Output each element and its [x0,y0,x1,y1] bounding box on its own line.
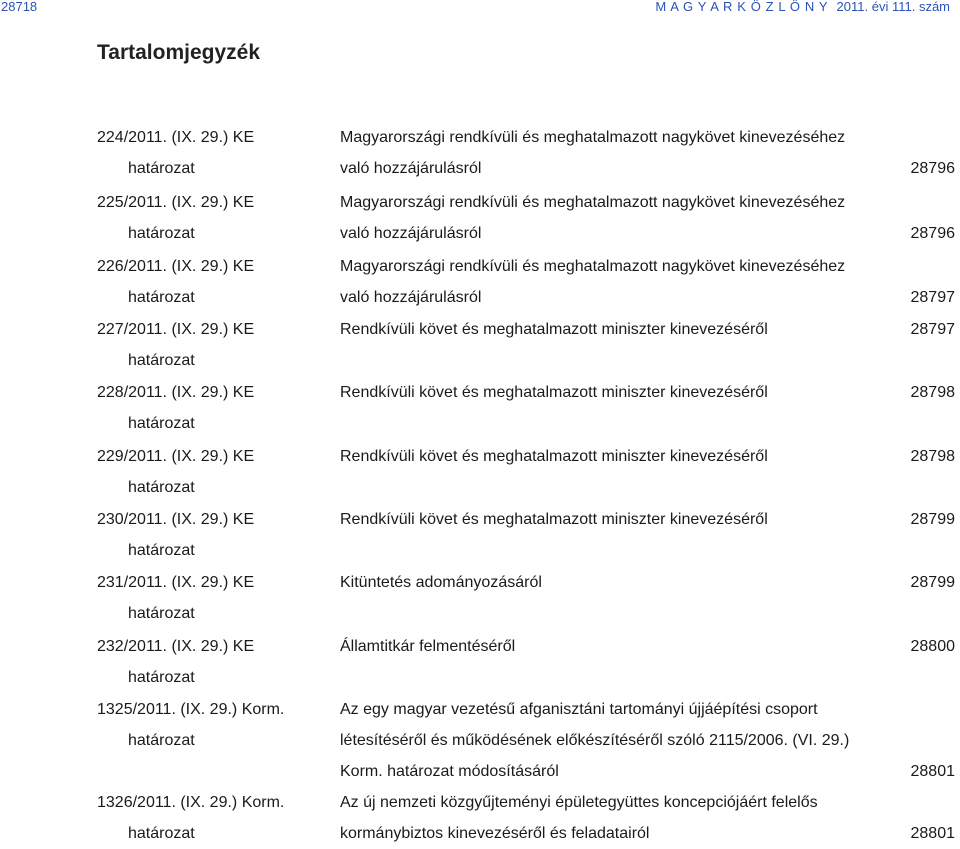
reference-number: 231/2011. (IX. 29.) KE [97,574,255,591]
toc-entry-reference [97,187,327,249]
toc-entry-reference [97,631,327,693]
toc-entry-reference [97,441,327,503]
toc-entry-page-number: 28799 [910,574,955,591]
toc-entry-reference [97,787,327,849]
title-line: való hozzájárulásról [340,289,482,306]
title-line: Rendkívüli követ és meghatalmazott miniszter kinevezéséről [340,448,768,465]
journal-name: M A G Y A R K Ö Z L Ö N Y [655,0,829,14]
toc-entry-page-number: 28796 [910,160,955,177]
toc-entry-reference [97,567,327,629]
title-line: Az új nemzeti közgyűjteményi épületegyüttes koncepciójáért felelős [340,794,818,811]
reference-number: 227/2011. (IX. 29.) KE [97,321,255,338]
toc-entry-reference [97,377,327,439]
reference-number: 1326/2011. (IX. 29.) Korm. [97,794,285,811]
title-line: Magyarországi rendkívüli és meghatalmazott nagykövet kinevezéséhez [340,258,846,275]
reference-type: határozat [128,160,195,177]
toc-entry-title [340,567,885,598]
reference-type: határozat [128,479,195,496]
toc-entry-title [340,441,885,472]
title-line: Magyarországi rendkívüli és meghatalmazott nagykövet kinevezéséhez [340,129,846,146]
toc-entry-page-number: 28796 [910,225,955,242]
reference-number: 229/2011. (IX. 29.) KE [97,448,255,465]
reference-number: 228/2011. (IX. 29.) KE [97,384,255,401]
reference-type: határozat [128,825,195,842]
toc-entry-page-number: 28797 [910,321,955,338]
toc-entry-title [340,787,885,849]
toc-entry-page-number: 28800 [910,638,955,655]
reference-type: határozat [128,732,195,749]
toc-entry-reference [97,122,327,184]
toc-entry-page-number: 28798 [910,384,955,401]
toc-entry-title [340,377,885,408]
toc-entry-title [340,631,885,662]
title-line: való hozzájárulásról [340,225,482,242]
reference-type: határozat [128,542,195,559]
reference-type: határozat [128,415,195,432]
toc-entry-title [340,187,885,249]
toc-entry-reference [97,251,327,313]
toc-entry-title [340,251,885,313]
toc-entry-reference [97,314,327,376]
title-line: Rendkívüli követ és meghatalmazott miniszter kinevezéséről [340,511,768,528]
reference-number: 1325/2011. (IX. 29.) Korm. [97,701,285,718]
page-number: 28718 [1,0,38,14]
reference-number: 226/2011. (IX. 29.) KE [97,258,255,275]
reference-type: határozat [128,605,195,622]
title-line: Magyarországi rendkívüli és meghatalmazott nagykövet kinevezéséhez [340,194,846,211]
reference-number: 232/2011. (IX. 29.) KE [97,638,255,655]
reference-type: határozat [128,289,195,306]
toc-entry-title [340,504,885,535]
title-line: Az egy magyar vezetésű afganisztáni tartományi újjáépítési csoport [340,701,818,718]
reference-number: 230/2011. (IX. 29.) KE [97,511,255,528]
title-line: Korm. határozat módosításáról [340,763,559,780]
toc-entry-page-number: 28801 [910,825,955,842]
section-title: Tartalomjegyzék [97,41,261,64]
reference-type: határozat [128,225,195,242]
toc-entry-reference [97,504,327,566]
reference-type: határozat [128,669,195,686]
title-line: Államtitkár felmentéséről [340,638,516,655]
reference-number: 225/2011. (IX. 29.) KE [97,194,255,211]
toc-entry-title [340,694,885,787]
toc-entry-page-number: 28797 [910,289,955,306]
toc-entry-page-number: 28801 [910,763,955,780]
toc-entry-title [340,122,885,184]
issue-label: 2011. évi 111. szám [836,0,950,14]
toc-entry-title [340,314,885,345]
title-line: Rendkívüli követ és meghatalmazott miniszter kinevezéséről [340,321,768,338]
title-line: Rendkívüli követ és meghatalmazott miniszter kinevezéséről [340,384,768,401]
toc-entry-reference [97,694,327,756]
toc-entry-page-number: 28798 [910,448,955,465]
title-line: való hozzájárulásról [340,160,482,177]
reference-type: határozat [128,352,195,369]
title-line: létesítéséről és működésének előkészítéséről szóló 2115/2006. (VI. 29.) [340,732,850,749]
reference-number: 224/2011. (IX. 29.) KE [97,129,255,146]
toc-entry-page-number: 28799 [910,511,955,528]
title-line: kormánybiztos kinevezéséről és feladatairól [340,825,650,842]
title-line: Kitüntetés adományozásáról [340,574,542,591]
